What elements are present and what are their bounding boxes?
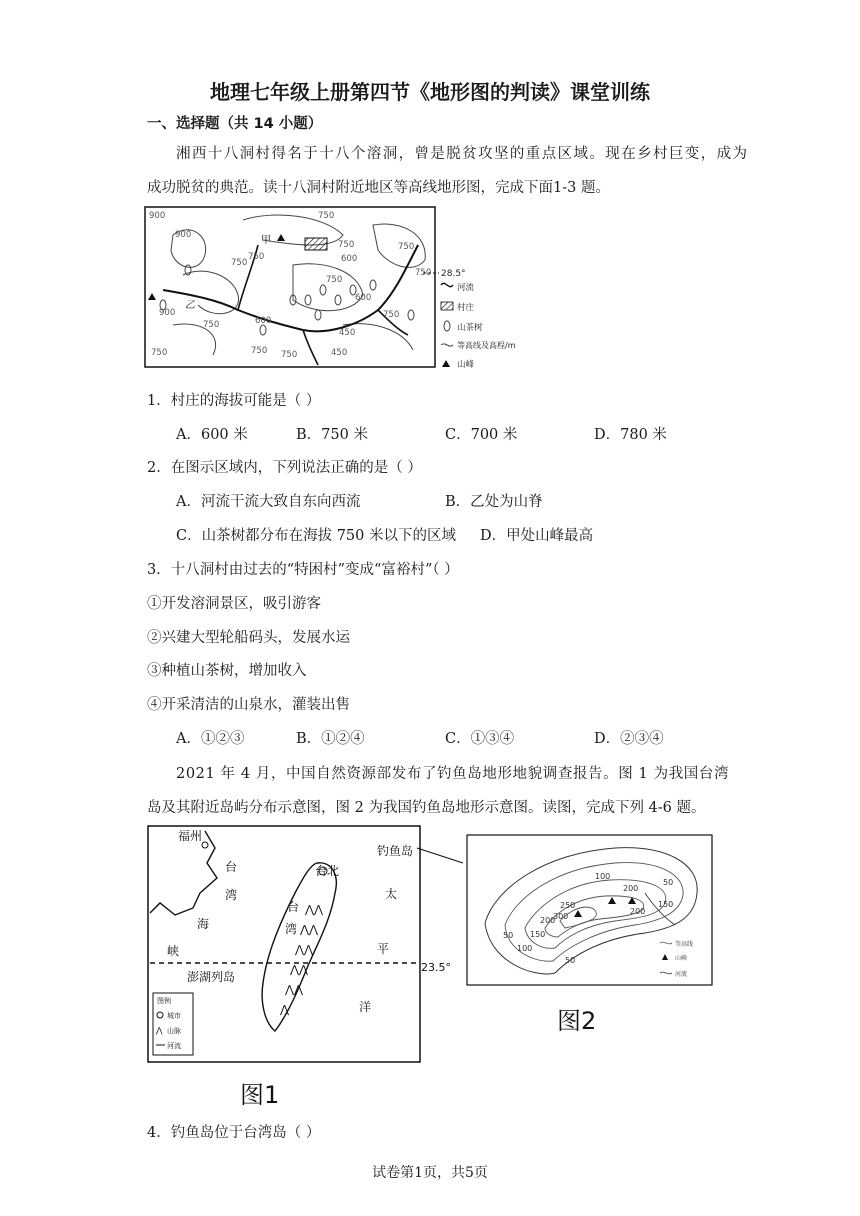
fig2-contour-label: 200 bbox=[623, 884, 639, 893]
q1-option-c[interactable]: C．700 米 bbox=[445, 427, 518, 443]
contour-label: 750 bbox=[151, 348, 168, 358]
latitude-label: 28.5° bbox=[441, 269, 466, 279]
contour-label: 900 bbox=[159, 308, 176, 318]
fig1-penghu: 澎湖列岛 bbox=[187, 970, 236, 984]
contour-label: 750 bbox=[326, 275, 343, 285]
q3-option-a[interactable]: A．①②③ bbox=[176, 731, 245, 747]
fig2-contour-label: 200 bbox=[630, 907, 646, 916]
q3-option-b[interactable]: B．①②④ bbox=[296, 731, 365, 747]
fig1-ocean-char: 洋 bbox=[359, 1000, 372, 1014]
svg-text:⋀⋀: ⋀⋀ bbox=[305, 903, 324, 916]
mainland-coastline bbox=[150, 831, 217, 915]
river-branch bbox=[303, 330, 318, 365]
contour-label: 750 bbox=[318, 211, 335, 221]
legend-tea: 山茶树 bbox=[457, 323, 483, 333]
peak-jia-icon bbox=[277, 234, 285, 241]
fig2-legend-peak: 山峰 bbox=[675, 955, 688, 962]
svg-text:⋀: ⋀ bbox=[280, 1003, 290, 1016]
tea-legend-icon bbox=[444, 321, 450, 331]
peak-legend-icon bbox=[442, 360, 450, 367]
fig2-contour-label: 100 bbox=[517, 944, 533, 953]
q2-option-a[interactable]: A．河流干流大致自东向西流 bbox=[176, 494, 361, 510]
fig2-contour-label: 50 bbox=[503, 931, 514, 940]
fig2-legend-river: 河流 bbox=[675, 971, 688, 978]
fig2-contour-label: 50 bbox=[663, 878, 674, 887]
contour-label: 750 bbox=[383, 310, 400, 320]
passage-2-line-2: 岛及其附近岛屿分布示意图，图 2 为我国钓鱼岛地形示意图。读图，完成下列 4-6 题。 bbox=[147, 800, 706, 816]
document-title: 地理七年级上册第四节《地形图的判读》课堂训练 bbox=[210, 80, 650, 104]
contour-label: 750 bbox=[281, 350, 298, 360]
fig1-legend-mountain: 山脉 bbox=[167, 1027, 181, 1035]
fig1-ocean-char: 平 bbox=[377, 942, 390, 956]
label-yi: 乙 bbox=[185, 300, 195, 311]
contour-label: 750 bbox=[248, 252, 265, 262]
legend-village: 村庄 bbox=[457, 303, 475, 313]
legend-peak: 山峰 bbox=[457, 360, 475, 370]
village-symbol bbox=[305, 238, 327, 250]
q2-option-d[interactable]: D．甲处山峰最高 bbox=[480, 528, 594, 544]
fig1-legend-river: 河流 bbox=[167, 1042, 181, 1050]
map1-legend bbox=[441, 282, 516, 370]
fig1-strait-char: 海 bbox=[197, 917, 210, 931]
fig1-taibei: 台北 bbox=[315, 864, 340, 878]
fig1-legend-title: 图例 bbox=[157, 997, 171, 1005]
contour-label: 900 bbox=[149, 211, 166, 221]
contour-label: 750 bbox=[338, 240, 355, 250]
q3-stem: 3．十八洞村由过去的“特困村”变成“富裕村”（ ） bbox=[147, 562, 459, 578]
contour-label: 750 bbox=[251, 346, 268, 356]
contour-label: 750 bbox=[398, 242, 415, 252]
svg-text:⋀⋀: ⋀⋀ bbox=[300, 923, 319, 936]
passage-1-line-2: 成功脱贫的典范。读十八洞村附近地区等高线地形图，完成下面1-3 题。 bbox=[147, 180, 610, 196]
passage-1-line-1: 湘西十八洞村得名于十八个溶洞，曾是脱贫攻坚的重点区域。现在乡村巨变，成为 bbox=[176, 146, 749, 162]
fig2-contour-label: 200 bbox=[540, 916, 556, 925]
mountain-symbols bbox=[279, 903, 324, 1016]
city-icon bbox=[202, 842, 208, 848]
q1-stem: 1．村庄的海拔可能是（ ） bbox=[147, 393, 321, 409]
fig1-ocean-char: 太 bbox=[385, 887, 398, 901]
figure-2-diaoyu-map bbox=[465, 833, 715, 1043]
contour-label: 450 bbox=[339, 328, 356, 338]
contour-legend-icon bbox=[441, 344, 453, 346]
passage-2-line-1: 2021 年 4 月，中国自然资源部发布了钓鱼岛地形地貌调查报告。图 1 为我国台湾 bbox=[176, 766, 730, 782]
fig1-fuzhou: 福州 bbox=[178, 829, 203, 843]
q1-option-b[interactable]: B．750 米 bbox=[296, 427, 368, 443]
contour-label: 600 bbox=[255, 316, 272, 326]
fig2-contour-label: 100 bbox=[595, 872, 611, 881]
section-heading: 一、选择题（共 14 小题） bbox=[147, 116, 323, 132]
river-main bbox=[163, 245, 418, 331]
fig2-contour-label: 300 bbox=[553, 912, 569, 921]
fig2-legend-contour: 等高线 bbox=[675, 941, 694, 948]
q3-option-c[interactable]: C．①③④ bbox=[445, 731, 515, 747]
svg-text:⋀⋀: ⋀⋀ bbox=[285, 983, 304, 996]
fig1-strait-char: 台 bbox=[225, 860, 238, 874]
q1-option-d[interactable]: D．780 米 bbox=[594, 427, 667, 443]
tea-tree-icons bbox=[160, 265, 414, 335]
fig2-caption: 图2 bbox=[557, 1007, 597, 1035]
q3-item-4: ④开采清洁的山泉水，灌装出售 bbox=[147, 697, 350, 713]
svg-text:⋀⋀: ⋀⋀ bbox=[295, 943, 314, 956]
contour-label: 750 bbox=[203, 320, 220, 330]
contour-line bbox=[293, 264, 363, 311]
contour-label: 900 bbox=[175, 230, 192, 240]
page-footer: 试卷第1页，共5页 bbox=[372, 1165, 488, 1181]
contour-label: 600 bbox=[341, 254, 358, 264]
q2-option-c[interactable]: C．山茶树都分布在海拔 750 米以下的区域 bbox=[176, 528, 456, 544]
figure-1-taiwan-map bbox=[145, 823, 465, 1113]
q3-item-3: ③种植山茶树，增加收入 bbox=[147, 663, 307, 679]
contour-label: 750 bbox=[231, 258, 248, 268]
fig1-diaoyu: 钓鱼岛 bbox=[377, 844, 414, 858]
fig2-legend-river-icon bbox=[660, 972, 672, 974]
q3-option-d[interactable]: D．②③④ bbox=[594, 731, 664, 747]
contour-map-figure bbox=[143, 205, 543, 370]
fig1-strait-char: 湾 bbox=[225, 888, 238, 902]
q2-stem: 2．在图示区域内，下列说法正确的是（ ） bbox=[147, 460, 422, 476]
fig1-strait-char: 峡 bbox=[167, 944, 180, 958]
label-jia: 甲 bbox=[261, 235, 271, 246]
fig2-legend-peak-icon bbox=[662, 954, 668, 960]
contour-label: 450 bbox=[331, 348, 348, 358]
q3-item-2: ②兴建大型轮船码头，发展水运 bbox=[147, 630, 350, 646]
q4-stem: 4．钓鱼岛位于台湾岛（ ） bbox=[147, 1125, 321, 1141]
fig2-contour-label: 150 bbox=[530, 930, 546, 939]
legend-river: 河流 bbox=[457, 283, 475, 293]
svg-text:⋀⋀: ⋀⋀ bbox=[290, 963, 309, 976]
fig2-contour-label: 150 bbox=[658, 900, 674, 909]
diaoyu-pointer-line bbox=[417, 848, 463, 863]
contour-label: 750 bbox=[415, 268, 432, 278]
contour-label: 600 bbox=[355, 293, 372, 303]
fig2-legend-contour-icon bbox=[660, 942, 672, 944]
fig1-caption: 图1 bbox=[240, 1081, 280, 1109]
legend-city-icon bbox=[157, 1012, 163, 1018]
q3-item-1: ①开发溶洞景区，吸引游客 bbox=[147, 596, 321, 612]
fig1-island-char: 湾 bbox=[285, 922, 298, 936]
fig1-legend-city: 城市 bbox=[167, 1012, 181, 1020]
peak-icon bbox=[148, 293, 156, 300]
q1-option-a[interactable]: A．600 米 bbox=[176, 427, 248, 443]
fig1-latitude: 23.5° bbox=[421, 961, 451, 974]
river-legend-icon bbox=[441, 283, 453, 286]
q2-option-b[interactable]: B．乙处为山脊 bbox=[445, 494, 543, 510]
legend-contour: 等高线及高程/m bbox=[457, 341, 516, 350]
peak-icon bbox=[574, 910, 582, 917]
fig2-contour-label: 250 bbox=[560, 901, 576, 910]
village-legend-icon bbox=[441, 302, 453, 310]
peak-icon bbox=[608, 897, 616, 904]
fig2-contour-label: 50 bbox=[565, 956, 576, 965]
fig1-island-char: 台 bbox=[287, 900, 300, 914]
legend-mountain-icon: ⋀ bbox=[156, 1026, 163, 1035]
